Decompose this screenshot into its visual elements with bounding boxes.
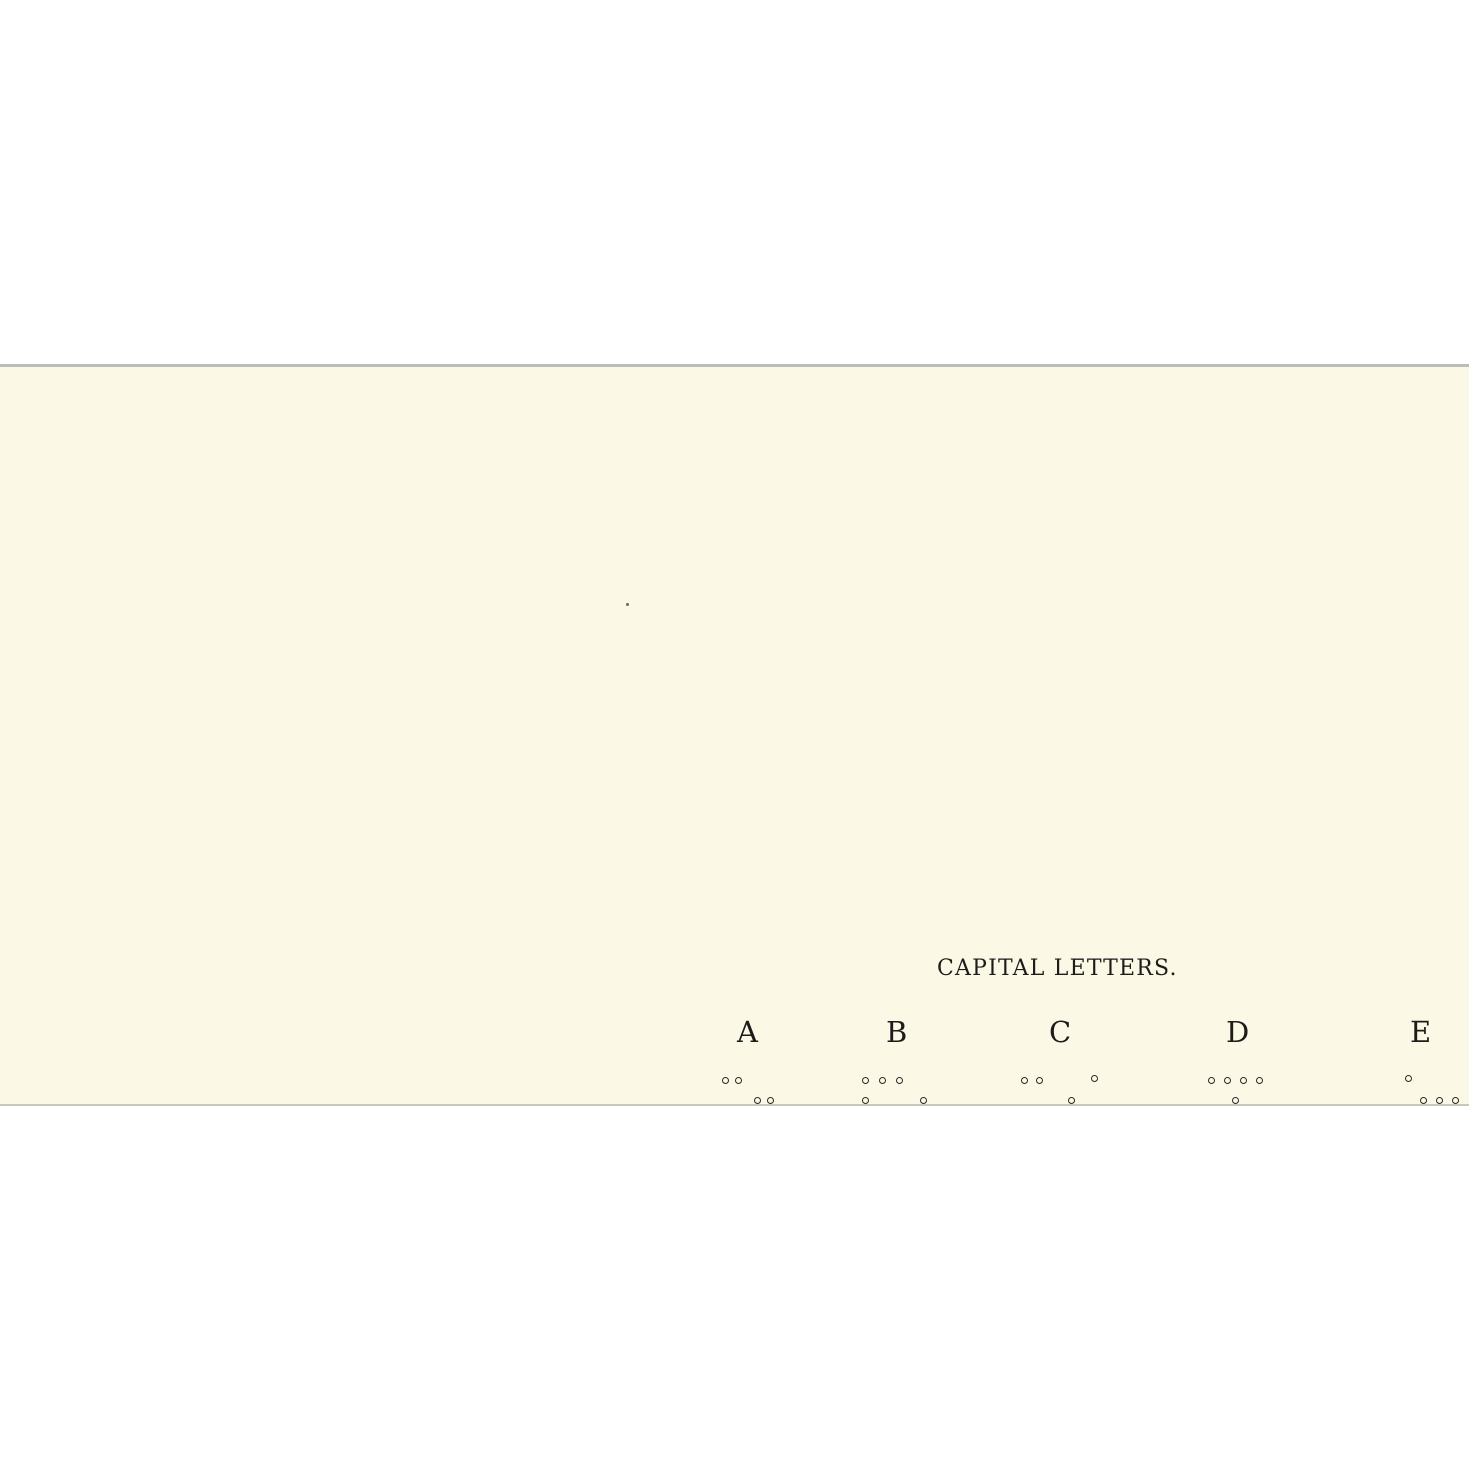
braille-letter-label: B bbox=[886, 1015, 908, 1049]
section-heading: CAPITAL LETTERS. bbox=[937, 956, 1178, 981]
braille-letter-label: E bbox=[1410, 1015, 1432, 1049]
braille-letter-label: A bbox=[737, 1015, 758, 1049]
braille-letter-label: C bbox=[1049, 1015, 1072, 1049]
braille-letter-label: D bbox=[1226, 1015, 1250, 1049]
print-speck bbox=[626, 603, 629, 606]
newspaper-clipping bbox=[0, 364, 1469, 1106]
